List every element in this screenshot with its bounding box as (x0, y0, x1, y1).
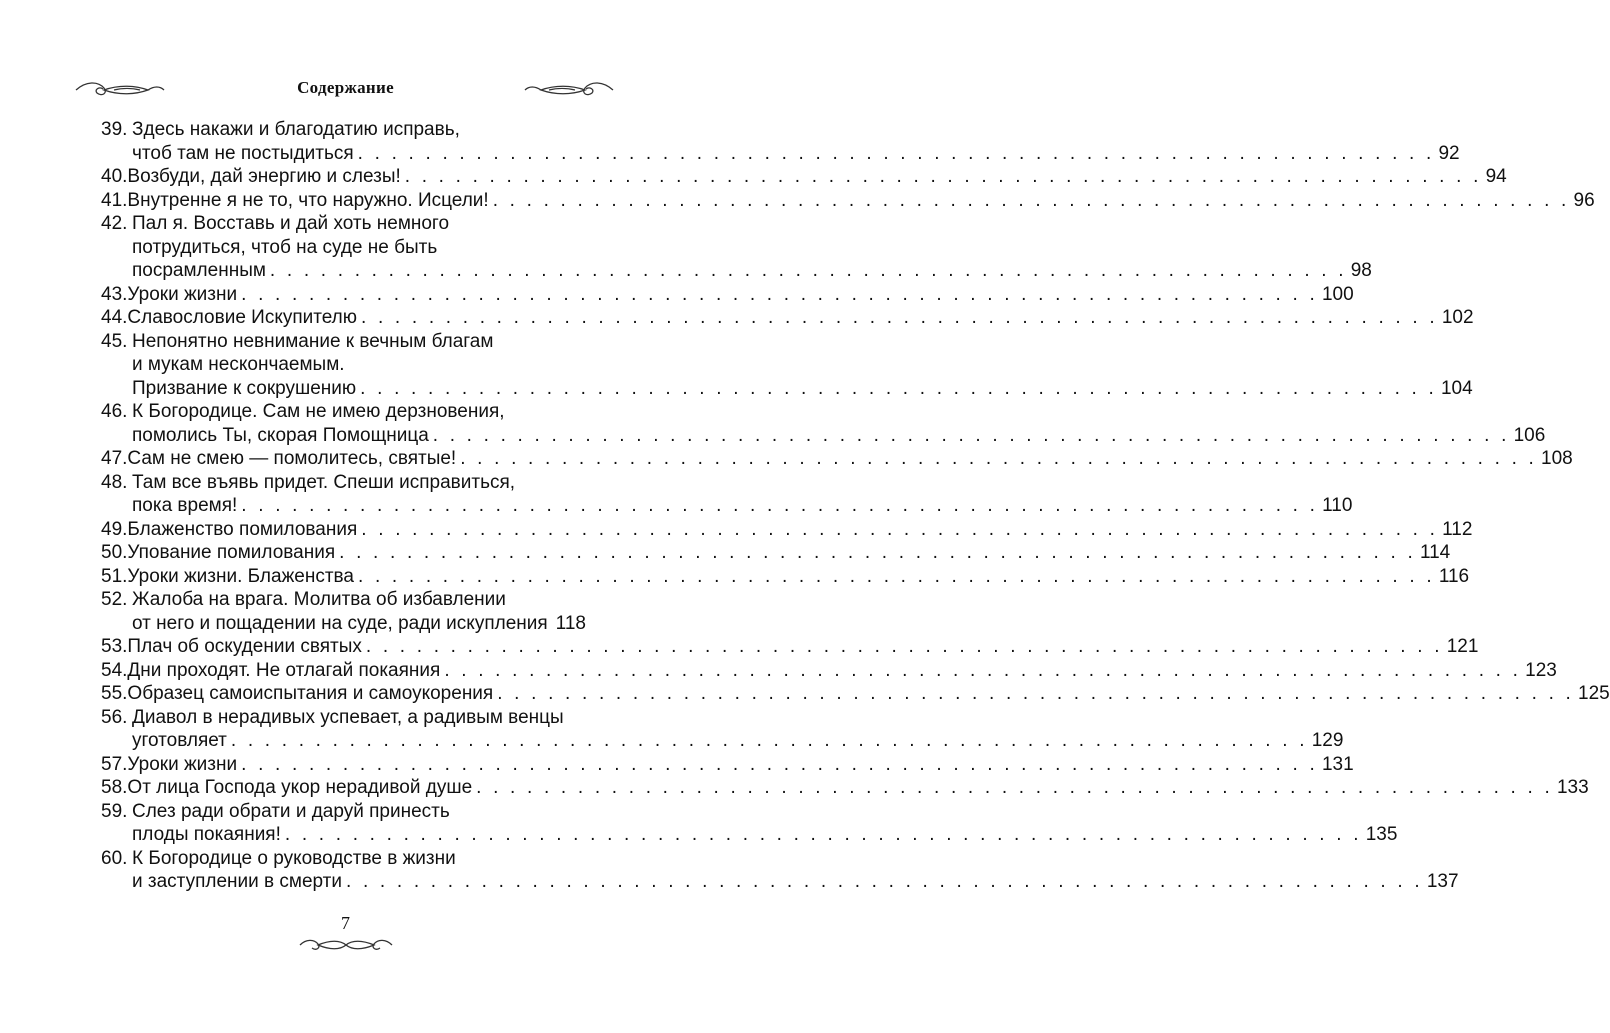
toc-entry-number: 49. (101, 518, 128, 540)
toc-entry-number: 52. (101, 589, 128, 610)
toc-entry-title: Призвание к сокрушению (132, 377, 357, 399)
dot-leader: . . . . . . . . . . . . . . . . . . . . . . . . . . . . . . . . . . . . . . . . . . . . . . . . . . . . . . . . . . . . . . . . (492, 189, 1570, 211)
toc-entry-page: 125 (1578, 683, 1610, 704)
toc-entry-number: 47. (101, 448, 128, 469)
toc-entry-page: 100 (1321, 283, 1354, 305)
dot-leader: . . . . . . . . . . . . . . . . . . . . . . . . . . . . . . . . . . . . . . . . . . . . . . . . . . . . . . . . . . . . . . . . (358, 565, 1435, 587)
toc-entry-title-line: Пал я. Восставь и дай хоть немного (132, 213, 450, 234)
running-header (0, 78, 691, 102)
dot-leader: . . . . . . . . . . . . . . . . . . . . . . . . . . . . . . . . . . . . . . . . . . . . . . . . . . . . . . . . . . . . . . . . (360, 377, 1437, 399)
toc-entry-title: Уроки жизни. Блаженства (127, 565, 355, 587)
toc-entry-title: чтоб там не постыдиться (132, 142, 354, 164)
dot-leader: . . . . . . . . . . . . . . . . . . . . . . . . . . . . . . . . . . . . . . . . . . . . . . . . . . . . . . . . . . . . . . . . (404, 166, 1482, 187)
toc-entry (101, 283, 1354, 307)
toc-entry (101, 447, 1573, 471)
dot-leader: . . . . . . . . . . . . . . . . . . . . . . . . . . . . . . . . . . . . . . . . . . . . . . . . . . . . . . . . . . . . . . . . (361, 518, 1439, 540)
toc-entry-title: уготовляет (132, 730, 227, 751)
toc-entry (101, 118, 1460, 165)
toc-entry-number: 58. (101, 777, 128, 798)
right-flourish-ornament-icon (523, 79, 615, 101)
toc-entry-page: 112 (1442, 518, 1473, 540)
toc-entry-page: 131 (1321, 753, 1354, 775)
toc-entry-title-line: Слез ради обрати и даруй принесть (132, 800, 450, 822)
header-title: Содержание (297, 78, 394, 97)
toc-entry-number: 60. (101, 847, 128, 869)
toc-entry-title-line: Жалоба на врага. Молитва об избавлении (132, 589, 506, 610)
toc-entry (101, 541, 1451, 565)
toc-entry-page: 114 (1419, 542, 1451, 563)
dot-leader: . . . . . . . . . . . . . . . . . . . . . . . . . . . . . . . . . . . . . . . . . . . . . . . . . . . . . . . . . . . . . . . . (476, 777, 1553, 798)
dot-leader: . . . . . . . . . . . . . . . . . . . . . . . . . . . . . . . . . . . . . . . . . . . . . . . . . . . . . . . . . . . . . . . . (241, 753, 1318, 775)
dot-leader: . . . . . . . . . . . . . . . . . . . . . . . . . . . . . . . . . . . . . . . . . . . . . . . . . . . . . . . . . . . . . . . . (361, 307, 1438, 328)
toc-entry-number: 42. (101, 213, 128, 234)
toc-entry (101, 212, 1372, 283)
toc-entry-page: 118 (555, 612, 586, 634)
toc-entry-number: 48. (101, 471, 128, 493)
dot-leader: . . . . . . . . . . . . . . . . . . . . . . . . . . . . . . . . . . . . . . . . . . . . . . . . . . . . . . . . . . . . . . . . (241, 495, 1319, 516)
toc-entry (101, 706, 1344, 753)
toc-entry (101, 565, 1470, 589)
dot-leader: . . . . . . . . . . . . . . . . . . . . . . . . . . . . . . . . . . . . . . . . . . . . . . . . . . . . . . . . . . . . . . . . (432, 424, 1510, 446)
toc-entry-title: Блаженство помилования (127, 518, 358, 540)
toc-entry-title: Упование помилования (127, 542, 336, 563)
toc-entry (101, 330, 1473, 401)
toc-entry (101, 400, 1546, 447)
toc-entry-page: 108 (1541, 448, 1573, 469)
toc-entry-page: 102 (1441, 307, 1474, 328)
toc-entry-number: 56. (101, 706, 128, 728)
toc-entry (101, 753, 1354, 777)
toc-entry-number: 51. (101, 565, 128, 587)
dot-leader: . . . . . . . . . . . . . . . . . . . . . . . . . . . . . . . . . . . . . . . . . . . . . . . . . . . . . . . . . . . . . . . . (460, 448, 1538, 469)
toc-entry-title: Славословие Искупителю (127, 307, 358, 328)
dot-leader: . . . . . . . . . . . . . . . . . . . . . . . . . . . . . . . . . . . . . . . . . . . . . . . . . . . . . . . . . . . . . . . . (497, 683, 1575, 704)
toc-entry-title: Сам не смею — помолитесь, святые! (127, 448, 457, 469)
toc-entry-title-line: Там все въявь придет. Спеши исправиться, (132, 471, 516, 493)
toc-entry-title-line: Непонятно невнимание к вечным благам (132, 330, 494, 352)
toc-entry-title: Плач об оскудении святых (127, 636, 362, 657)
toc-entry-title: Внутренне я не то, что наружно. Исцели! (127, 189, 489, 211)
toc-entry-title: Возбуди, дай энергию и слезы! (127, 166, 401, 187)
toc-entry (101, 776, 1589, 800)
toc-entry (101, 659, 1557, 683)
toc-entry-page: 129 (1311, 730, 1344, 751)
toc-entry-number: 50. (101, 542, 128, 563)
toc-entry-page: 98 (1350, 260, 1372, 281)
toc-entry (101, 306, 1474, 330)
toc-entry-page: 116 (1438, 565, 1470, 587)
toc-entry-title-line: К Богородице о руководстве в жизни (132, 847, 456, 869)
toc-entry-title: помолись Ты, скорая Помощница (132, 424, 429, 446)
toc-entry-page: 96 (1573, 189, 1595, 211)
toc-entry-page: 137 (1426, 871, 1459, 892)
toc-entry-number: 40. (101, 166, 128, 187)
toc-entry-number: 44. (101, 307, 128, 328)
table-of-contents (101, 118, 1610, 894)
toc-entry-number: 57. (101, 753, 128, 775)
dot-leader: . . . . . . . . . . . . . . . . . . . . . . . . . . . . . . . . . . . . . . . . . . . . . . . . . . . . . . . . . . . . . . . . (339, 542, 1416, 563)
toc-entry-title: пока время! (132, 495, 238, 516)
toc-entry (101, 635, 1479, 659)
toc-entry (101, 518, 1473, 542)
toc-entry-number: 43. (101, 283, 128, 305)
dot-leader: . . . . . . . . . . . . . . . . . . . . . . . . . . . . . . . . . . . . . . . . . . . . . . . . . . . . . . . . . . . . . . . . (284, 824, 1362, 845)
toc-entry-page: 94 (1485, 166, 1507, 187)
toc-entry-page: 133 (1556, 777, 1589, 798)
dot-leader: . . . . . . . . . . . . . . . . . . . . . . . . . . . . . . . . . . . . . . . . . . . . . . . . . . . . . . . . . . . . . . . . (346, 871, 1423, 892)
dot-leader: . . . . . . . . . . . . . . . . . . . . . . . . . . . . . . . . . . . . . . . . . . . . . . . . . . . . . . . . . . . . . . . . (269, 260, 1347, 281)
toc-entry-number: 41. (101, 189, 128, 211)
toc-entry-title: Дни проходят. Не отлагай покаяния (127, 659, 441, 681)
toc-entry-page: 135 (1365, 824, 1398, 845)
toc-entry-title-line: Диавол в нерадивых успевает, а радивым венцы (132, 706, 564, 728)
toc-entry-number: 55. (101, 683, 128, 704)
toc-entry-title: Образец самоиспытания и самоукорения (127, 683, 494, 704)
footer-flourish-ornament-icon (296, 936, 396, 954)
dot-leader: . . . . . . . . . . . . . . . . . . . . . . . . . . . . . . . . . . . . . . . . . . . . . . . . . . . . . . . . . . . . . . . . (230, 730, 1308, 751)
toc-entry-page: 110 (1322, 495, 1353, 516)
toc-entry-title: Уроки жизни (127, 283, 238, 305)
dot-leader: . . . . . . . . . . . . . . . . . . . . . . . . . . . . . . . . . . . . . . . . . . . . . . . . . . . . . . . . . . . . . . . . (444, 659, 1522, 681)
toc-entry-title: и заступлении в смерти (132, 871, 342, 892)
toc-entry-title: плоды покаяния! (132, 824, 281, 845)
toc-entry-number: 46. (101, 401, 128, 422)
toc-entry-number: 59. (101, 800, 128, 822)
toc-entry (101, 165, 1507, 189)
toc-entry-title: От лица Господа укор нерадивой душе (127, 777, 473, 798)
toc-entry-number: 53. (101, 636, 128, 657)
dot-leader: . . . . . . . . . . . . . . . . . . . . . . . . . . . . . . . . . . . . . . . . . . . . . . . . . . . . . . . . . . . . . . . . (241, 283, 1318, 305)
toc-entry (101, 847, 1459, 894)
toc-entry-title-line: К Богородице. Сам не имею дерзновения, (132, 401, 505, 422)
toc-entry-title: Уроки жизни (127, 753, 238, 775)
toc-entry-title: посрамленным (132, 260, 266, 281)
toc-entry (101, 800, 1398, 847)
toc-entry-page: 104 (1440, 377, 1473, 399)
toc-entry-number: 45. (101, 330, 128, 352)
dot-leader: . . . . . . . . . . . . . . . . . . . . . . . . . . . . . . . . . . . . . . . . . . . . . . . . . . . . . . . . . . . . . . . . (365, 636, 1443, 657)
toc-entry-number: 39. (101, 119, 128, 140)
toc-entry-page: 106 (1513, 424, 1546, 446)
toc-entry-page: 123 (1525, 659, 1557, 681)
toc-entry-title: от него и пощадении на суде, ради искупления (132, 612, 548, 634)
toc-entry (101, 471, 1353, 518)
toc-entry (101, 189, 1595, 213)
dot-leader: . . . . . . . . . . . . . . . . . . . . . . . . . . . . . . . . . . . . . . . . . . . . . . . . . . . . . . . . . . . . . . . . (357, 142, 1435, 164)
toc-entry-page: 121 (1446, 636, 1479, 657)
toc-entry-title-line: и мукам нескончаемым. (132, 354, 345, 375)
toc-entry-page: 92 (1438, 142, 1460, 164)
page-number: 7 (341, 913, 350, 933)
toc-entry-title-line: Здесь накажи и благодатию исправь, (132, 119, 460, 140)
toc-entry (101, 682, 1610, 706)
toc-entry (101, 588, 586, 635)
toc-entry-number: 54. (101, 659, 128, 681)
toc-entry-title-line: потрудиться, чтоб на суде не быть (132, 236, 438, 258)
